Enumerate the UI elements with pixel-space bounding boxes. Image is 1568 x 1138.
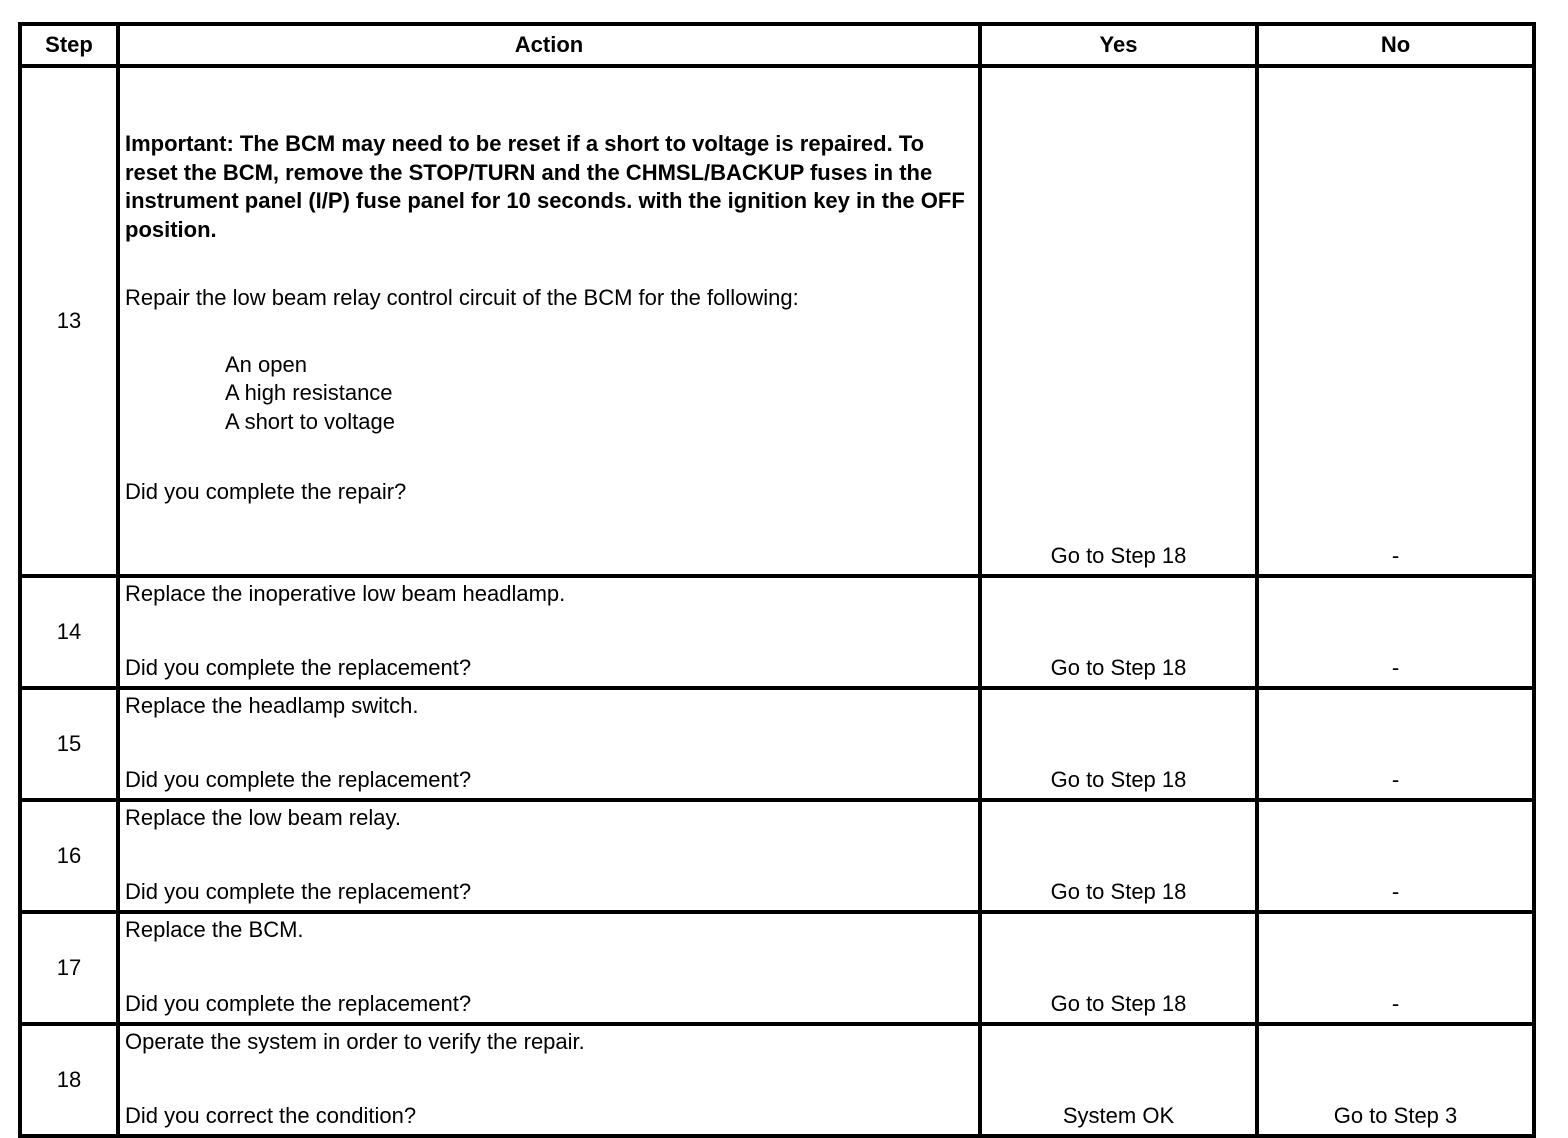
action-instruction: Replace the headlamp switch.	[125, 693, 419, 718]
header-step: Step	[20, 24, 118, 66]
step-number: 15	[20, 688, 118, 800]
no-result: -	[1257, 576, 1534, 688]
header-yes: Yes	[980, 24, 1257, 66]
action-instruction: Replace the BCM.	[125, 917, 304, 942]
table-header	[20, 24, 1534, 66]
important-note: Important: The BCM may need to be reset if a short to voltage is repaired. To reset the BCM, remove the STOP/TURN and the CHMSL/BACKUP fuses in the instrument panel (I/P) fuse panel for 10 seconds. with the ignition key in the OFF position.	[125, 131, 965, 242]
step-number: 13	[20, 66, 118, 576]
step-number: 18	[20, 1024, 118, 1136]
action-instruction: Replace the inoperative low beam headlamp.	[125, 581, 566, 606]
condition-item: An open	[225, 351, 307, 377]
yes-result: Go to Step 18	[980, 66, 1257, 576]
condition-item: A short to voltage	[225, 408, 395, 434]
action-question: Did you correct the condition?	[125, 1102, 417, 1128]
table-row-step-16	[20, 800, 1534, 912]
no-result: -	[1257, 912, 1534, 1024]
step-number: 14	[20, 576, 118, 688]
action-cell	[118, 576, 980, 688]
action-question: Did you complete the repair?	[125, 479, 407, 504]
action-instruction: Repair the low beam relay control circuit of the BCM for the following:	[125, 285, 799, 310]
step-number: 17	[20, 912, 118, 1024]
no-result: -	[1257, 800, 1534, 912]
action-cell	[118, 688, 980, 800]
table-row-step-13	[20, 66, 1534, 576]
table-row-step-17	[20, 912, 1534, 1024]
action-question: Did you complete the replacement?	[125, 654, 472, 680]
action-cell	[118, 66, 980, 576]
action-cell	[118, 912, 980, 1024]
action-question: Did you complete the replacement?	[125, 990, 472, 1016]
diagnostic-table	[18, 22, 1536, 1138]
yes-result: Go to Step 18	[980, 688, 1257, 800]
action-question: Did you complete the replacement?	[125, 878, 472, 904]
no-result: -	[1257, 66, 1534, 576]
action-question: Did you complete the replacement?	[125, 766, 472, 792]
yes-result: Go to Step 18	[980, 912, 1257, 1024]
yes-result: Go to Step 18	[980, 800, 1257, 912]
table-row-step-14	[20, 576, 1534, 688]
no-result: -	[1257, 688, 1534, 800]
action-cell	[118, 800, 980, 912]
table-row-step-15	[20, 688, 1534, 800]
action-instruction: Operate the system in order to verify the repair.	[125, 1029, 585, 1054]
header-no: No	[1257, 24, 1534, 66]
header-row	[20, 24, 1534, 66]
action-instruction: Replace the low beam relay.	[125, 805, 401, 830]
condition-item: A high resistance	[225, 380, 393, 405]
table-body	[20, 66, 1534, 1136]
action-cell	[118, 1024, 980, 1136]
condition-list	[125, 351, 974, 437]
header-action: Action	[118, 24, 980, 66]
step-number: 16	[20, 800, 118, 912]
yes-result: Go to Step 18	[980, 576, 1257, 688]
table-row-step-18	[20, 1024, 1534, 1136]
no-result: Go to Step 3	[1257, 1024, 1534, 1136]
yes-result: System OK	[980, 1024, 1257, 1136]
